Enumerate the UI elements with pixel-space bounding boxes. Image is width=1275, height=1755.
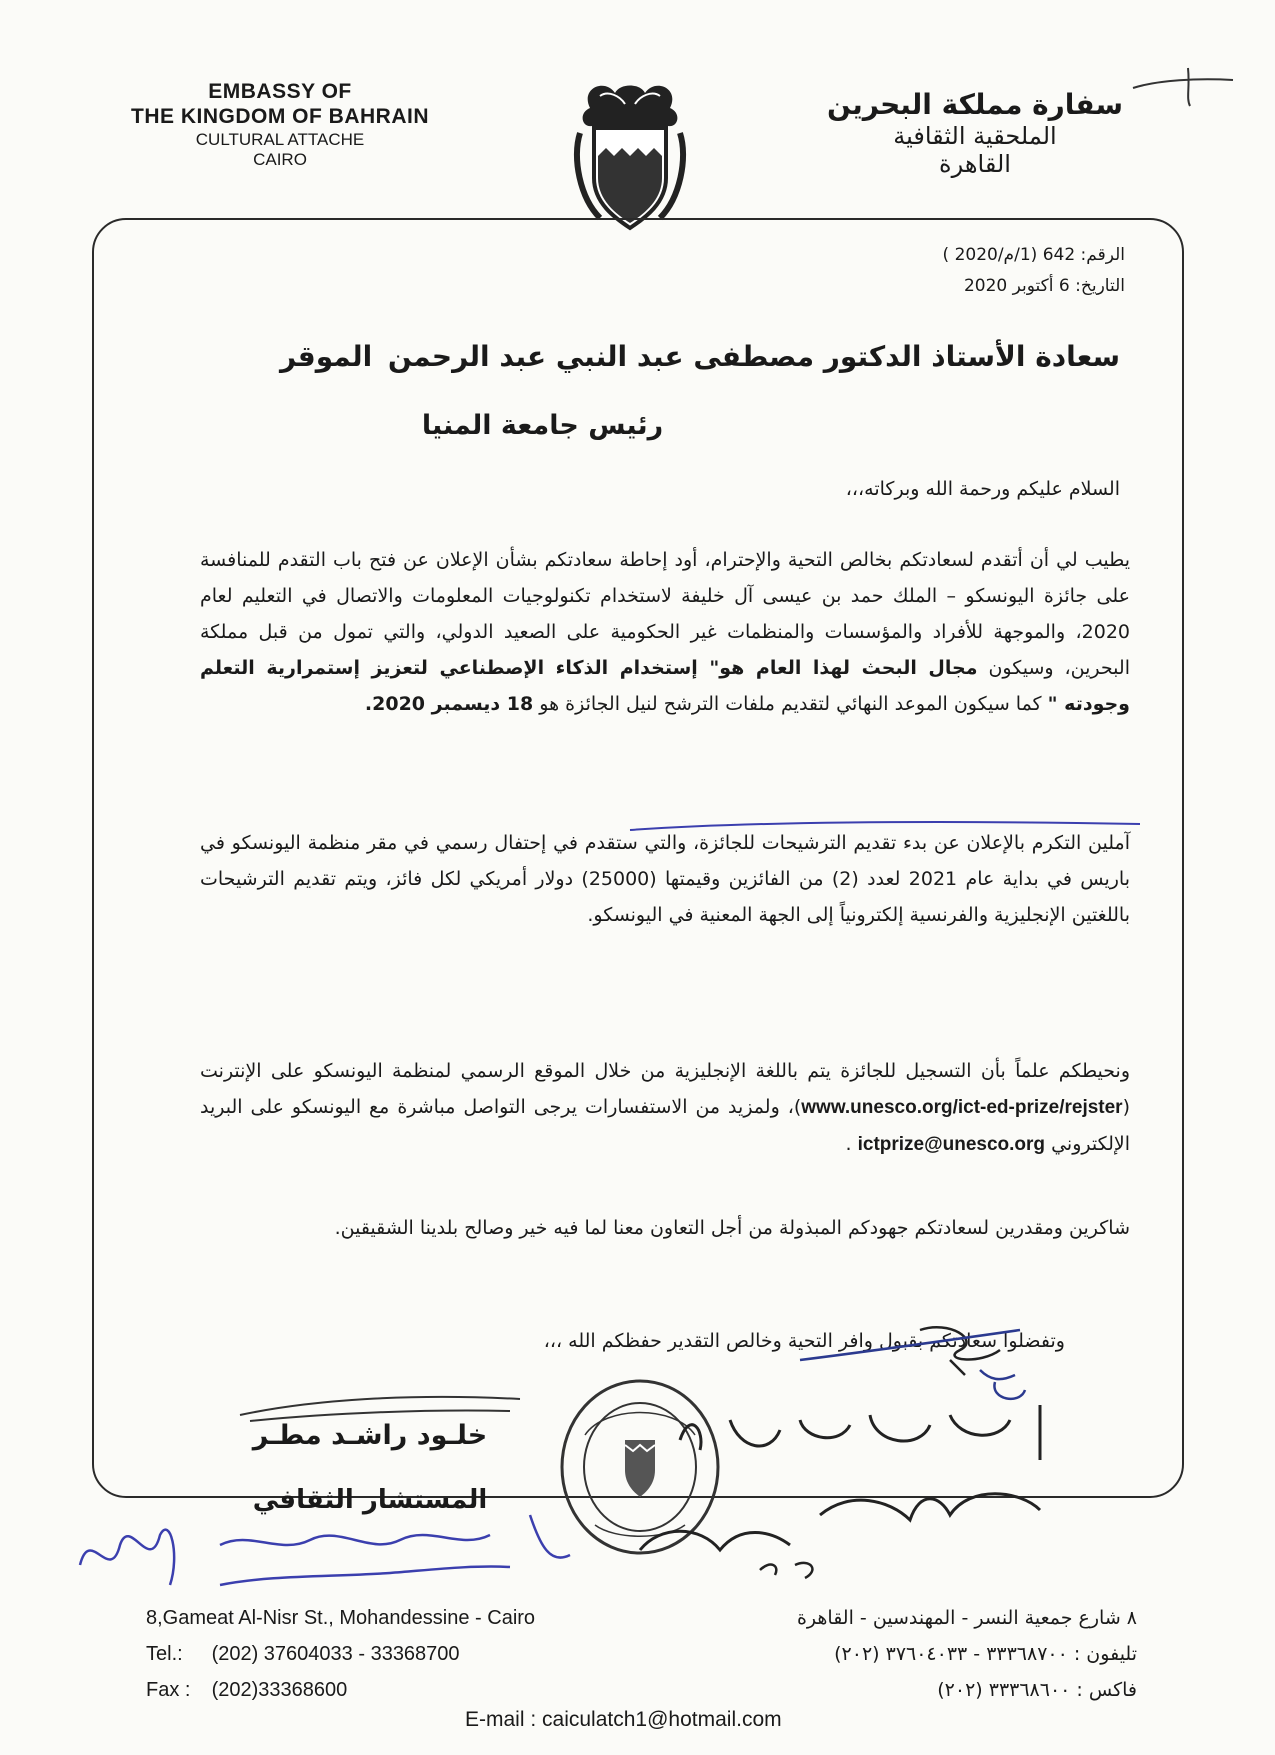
footer-address: 8,Gameat Al-Nisr St., Mohandessine - Cairo xyxy=(146,1607,536,1629)
letterhead-english xyxy=(100,80,460,170)
footer-address-ar: ٨ شارع جمعية النسر - المهندسين - القاهرة xyxy=(796,1607,1137,1629)
deadline: 18 ديسمبر 2020. xyxy=(364,693,534,715)
paragraph-text: ونحيطكم علماً بأن التسجيل للجائزة يتم باللغة الإنجليزية من خلال الموقع الرسمي لمنظمة اليونسكو على الإنترنت ( xyxy=(200,1060,1130,1118)
fax-label: Fax : xyxy=(146,1679,191,1701)
letterhead-arabic xyxy=(825,88,1125,179)
footer-fax-ar: فاكس : ٣٣٣٦٨٦٠٠ (٢٠٢) xyxy=(937,1679,1137,1701)
footer-tel-row xyxy=(146,1636,535,1672)
contact-email: ictprize@unesco.org xyxy=(857,1134,1046,1155)
footer-arabic xyxy=(797,1600,1137,1708)
paragraph-text: )، ولمزيد من الاستفسارات يرجى التواصل مباشرة مع اليونسكو على البريد الإلكتروني xyxy=(200,1096,1130,1155)
footer-email xyxy=(465,1708,782,1732)
pen-mark-icon xyxy=(1128,58,1238,108)
recipient-title: رئيس جامعة المنيا xyxy=(421,410,664,441)
tel-number: (202) 37604033 - 33368700 xyxy=(211,1643,460,1665)
signature-scribble xyxy=(230,1385,530,1425)
recipient-name: سعادة الأستاذ الدكتور مصطفى عبد النبي عبد الرحمن xyxy=(387,340,1120,373)
handwritten-note-left xyxy=(70,1495,590,1605)
signatory-name: خلـود راشـد مطـر xyxy=(252,1420,488,1451)
paragraph-announcement xyxy=(200,542,1130,722)
greeting: السلام عليكم ورحمة الله وبركاته،،، xyxy=(845,478,1120,500)
registration-url: www.unesco.org/ict-ed-prize/rejster xyxy=(801,1097,1123,1118)
email-address[interactable]: caiculatch1@hotmail.com xyxy=(542,1708,782,1731)
city-line-ar: القاهرة xyxy=(939,150,1011,179)
reference-date: التاريخ: 6 أكتوبر 2020 xyxy=(963,275,1125,296)
bahrain-emblem-icon xyxy=(570,78,690,238)
embassy-line: EMBASSY OF xyxy=(208,80,352,103)
paragraph-registration xyxy=(200,1053,1130,1163)
footer-english xyxy=(146,1600,535,1708)
research-field: مجال البحث لهذا العام هو" إستخدام الذكاء الإصطناعي لتعزيز إستمرارية التعلم وجودته " xyxy=(200,657,1130,715)
footer-fax-row xyxy=(146,1672,535,1708)
tel-label: Tel.: xyxy=(146,1643,183,1665)
kingdom-line: THE KINGDOM OF BAHRAIN xyxy=(131,104,429,128)
footer-tel-ar: تليفون : ٣٣٣٦٨٧٠٠ - ٣٧٦٠٤٠٣٣ (٢٠٢) xyxy=(834,1643,1137,1665)
city-line: CAIRO xyxy=(253,149,307,169)
attache-line-ar: الملحقية الثقافية xyxy=(893,121,1057,150)
email-label: E-mail : xyxy=(465,1708,537,1731)
signatory-title: المستشار الثقافي xyxy=(252,1485,488,1515)
attache-line: CULTURAL ATTACHE xyxy=(195,129,365,149)
closing-line: وتفضلوا سعادتكم بقبول وافر التحية وخالص التقدير حفظكم الله ،،، xyxy=(543,1330,1065,1352)
recipient-honorific: الموقر xyxy=(280,340,373,373)
fax-number: (202)33368600 xyxy=(211,1679,348,1701)
paragraph-text: . xyxy=(845,1133,858,1155)
paragraph-nominations: آملين التكرم بالإعلان عن بدء تقديم الترشيحات للجائزة، والتي ستقدم في إحتفال رسمي في مقر منظمة اليونسكو في باريس في بداية عام 2021 لعدد (2) من الفائزين وقيمتها (25000) دولار أمريكي لكل فائز، ويتم تقديم الترشيحات باللغتين الإنجليزية والفرنسية إلكترونياً إلى الجهة المعنية في اليونسكو. xyxy=(200,832,1130,926)
reference-block xyxy=(943,240,1125,301)
paragraph-text: كما سيكون الموعد النهائي لتقديم ملفات الترشح لنيل الجائزة هو xyxy=(533,693,1048,715)
reference-number: الرقم: 642 (1/م/2020 ) xyxy=(942,245,1125,265)
paragraph-text: يطيب لي أن أتقدم لسعادتكم بخالص التحية والإحترام، أود إحاطة سعادتكم بشأن الإعلان عن فتح باب التقدم للمنافسة على جائزة اليونسكو – الملك حمد بن عيسى آل خليفة لاستخدام تكنولوجيات المعلومات والاتصال في التعليم لعام 2020، والموجهة للأفراد والمؤسسات والمنظمات غير الحكومية على الصعيد الدولي، والتي تمول من قبل مملكة البحرين، وسيكون xyxy=(200,549,1130,679)
paragraph-thanks: شاكرين ومقدرين لسعادتكم جهودكم المبذولة من أجل التعاون معنا لما فيه خير وصالح بلدينا الشقيقين. xyxy=(334,1217,1130,1239)
embassy-line-ar: سفارة مملكة البحرين xyxy=(827,88,1123,121)
handwritten-annotation xyxy=(620,1320,1190,1580)
